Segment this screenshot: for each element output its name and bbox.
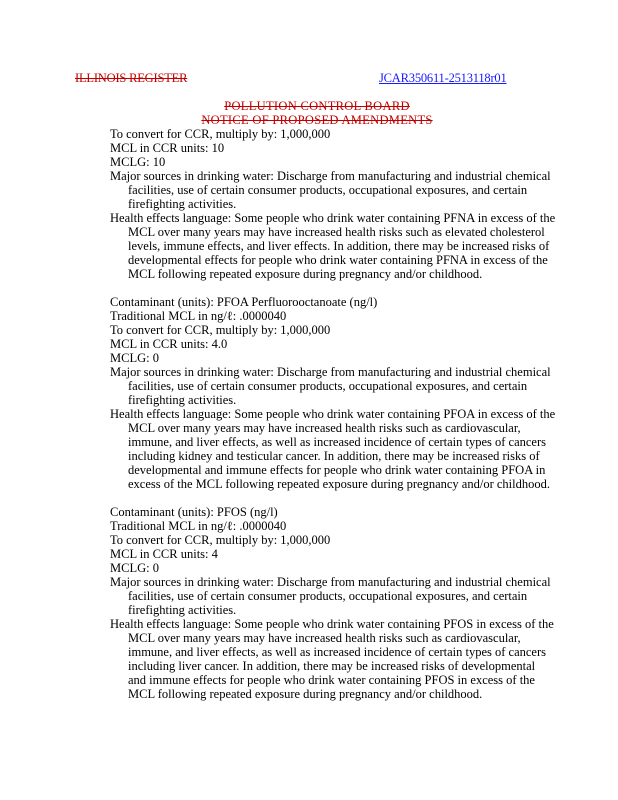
major-sources-line: firefighting activities. (128, 197, 237, 211)
contaminant-line: Contaminant (units): PFOA Perfluorooctanoate (ng/l) (110, 295, 378, 309)
health-effects-line: including liver cancer. In addition, there may be increased risks of developmental (128, 659, 536, 673)
major-sources-line: Major sources in drinking water: Discharge from manufacturing and industrial chemical (110, 169, 551, 183)
major-sources-line: facilities, use of certain consumer products, occupational exposures, and certain (128, 379, 528, 393)
health-effects-line: immune, and liver effects, as well as increased incidence of certain types of cancers (128, 645, 546, 659)
mcl-ccr-line: MCL in CCR units: 4 (110, 547, 218, 561)
major-sources-line: firefighting activities. (128, 393, 237, 407)
contaminant-line: Contaminant (units): PFOS (ng/l) (110, 505, 278, 519)
health-effects-line: Health effects language: Some people who drink water containing PFOA in excess of the (110, 407, 556, 421)
mclg-line: MCLG: 0 (110, 351, 159, 365)
health-effects-line: MCL over many years may have increased health risks such as cardiovascular, (128, 631, 521, 645)
health-effects-line: including kidney and testicular cancer. In addition, there may be increased risks of (128, 449, 540, 463)
health-effects-line: MCL following repeated exposure during pregnancy and/or childhood. (128, 267, 483, 281)
mclg-line: MCLG: 10 (110, 155, 166, 169)
health-effects-line: and immune effects for people who drink water containing PFOS in excess of the (128, 673, 535, 687)
document-body (110, 127, 600, 701)
major-sources-line: Major sources in drinking water: Discharge from manufacturing and industrial chemical (110, 365, 551, 379)
mcl-ccr-line: MCL in CCR units: 10 (110, 141, 225, 155)
traditional-mcl-line: Traditional MCL in ng/ℓ: .0000040 (110, 519, 287, 533)
notice-title: NOTICE OF PROPOSED AMENDMENTS (201, 113, 433, 127)
health-effects-line: levels, immune effects, and liver effects. In addition, there may be increased risks of (128, 239, 550, 253)
convert-line: To convert for CCR, multiply by: 1,000,000 (110, 127, 331, 141)
traditional-mcl-line: Traditional MCL in ng/ℓ: .0000040 (110, 309, 287, 323)
convert-line: To convert for CCR, multiply by: 1,000,000 (110, 533, 331, 547)
jcar-reference-link[interactable]: JCAR350611-2513118r01 (379, 71, 507, 85)
health-effects-line: MCL over many years may have increased health risks such as cardiovascular, (128, 421, 521, 435)
convert-line: To convert for CCR, multiply by: 1,000,000 (110, 323, 331, 337)
major-sources-line: Major sources in drinking water: Discharge from manufacturing and industrial chemical (110, 575, 551, 589)
health-effects-line: MCL over many years may have increased health risks such as elevated cholesterol (128, 225, 545, 239)
health-effects-line: developmental and immune effects for people who drink water containing PFOA in (128, 463, 546, 477)
mcl-ccr-line: MCL in CCR units: 4.0 (110, 337, 228, 351)
health-effects-line: developmental effects for people who drink water containing PFNA in excess of the (128, 253, 548, 267)
health-effects-line: immune, and liver effects, as well as increased incidence of certain types of cancers (128, 435, 546, 449)
health-effects-line: Health effects language: Some people who drink water containing PFOS in excess of the (110, 617, 554, 631)
major-sources-line: firefighting activities. (128, 603, 237, 617)
health-effects-line: MCL following repeated exposure during pregnancy and/or childhood. (128, 687, 483, 701)
board-title: POLLUTION CONTROL BOARD (224, 99, 410, 113)
mclg-line: MCLG: 0 (110, 561, 159, 575)
register-header: ILLINOIS REGISTER (75, 71, 188, 85)
major-sources-line: facilities, use of certain consumer products, occupational exposures, and certain (128, 589, 528, 603)
health-effects-line: excess of the MCL following repeated exposure during pregnancy and/or childhood. (128, 477, 550, 491)
health-effects-line: Health effects language: Some people who drink water containing PFNA in excess of the (110, 211, 556, 225)
major-sources-line: facilities, use of certain consumer products, occupational exposures, and certain (128, 183, 528, 197)
